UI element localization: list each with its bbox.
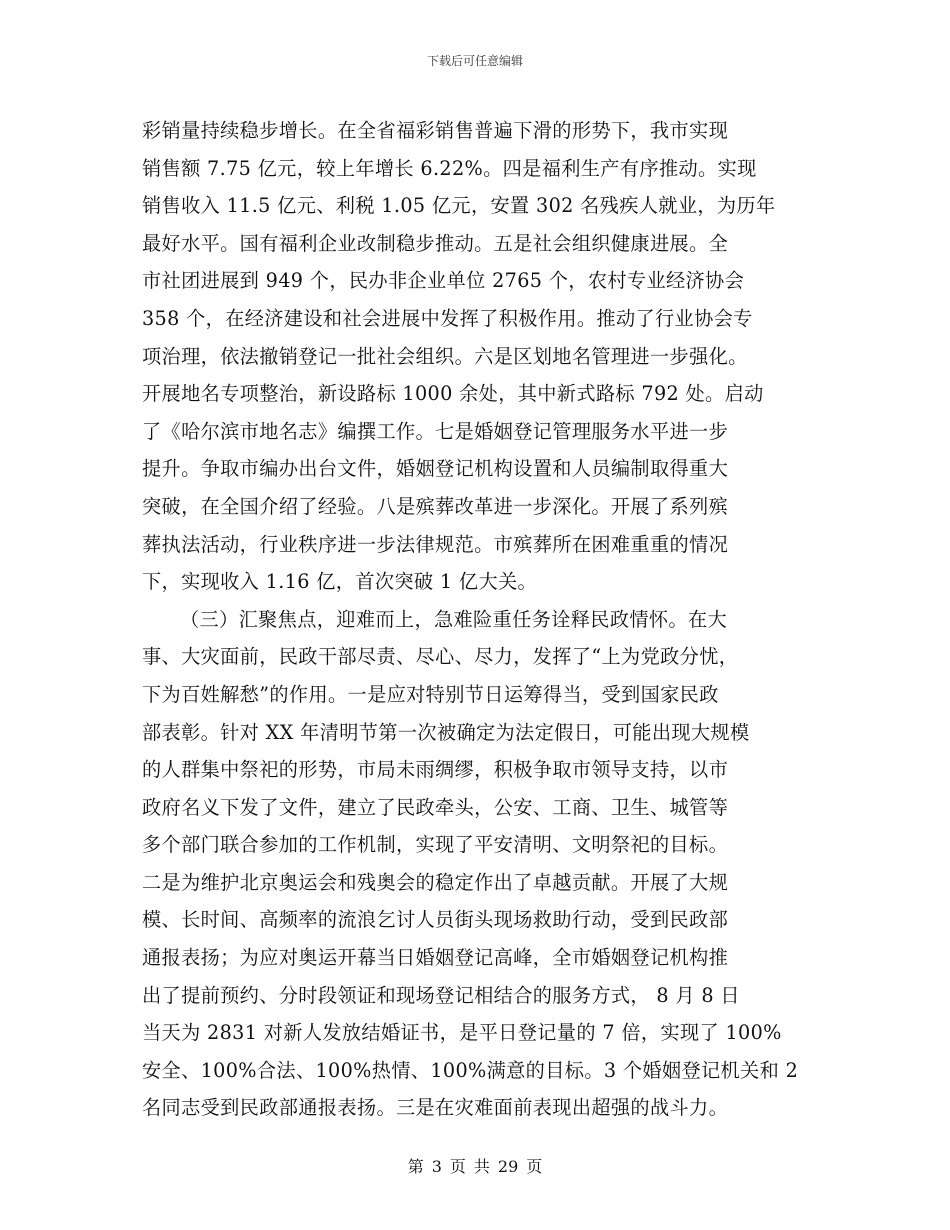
text-line: 模、长时间、高频率的流浪乞讨人员街头现场救助行动，受到民政部 [142,908,729,932]
body-text [142,112,814,1127]
text-line: 政府名义下发了文件，建立了民政牵头，公安、工商、卫生、城管等 [142,795,729,819]
text-line: 的人群集中祭祀的形势，市局未雨绸缪，积极争取市领导支持，以市 [142,758,729,782]
text-line: 358 个，在经济建设和社会进展中发挥了积极作用。推动了行业协会专 [142,306,753,330]
text-line: 二是为维护北京奥运会和残奥会的稳定作出了卓越贡献。开展了大规 [142,870,729,894]
text-line: 销售额 7.75 亿元，较上年增长 6.22%。四是福利生产有序推动。实现 [142,156,757,180]
text-line: 通报表扬；为应对奥运开幕当日婚姻登记高峰，全市婚姻登记机构推 [142,946,729,970]
text-line: 部表彰。针对 XX 年清明节第一次被确定为法定假日，可能出现大规模 [142,720,750,744]
text-line: 项治理，依法撤销登记一批社会组织。六是区划地名管理进一步强化。 [142,344,748,368]
text-line: 下，实现收入 1.16 亿，首次突破 1 亿大关。 [142,570,538,594]
page-footer [0,1154,950,1177]
text-line: 出了提前预约、分时段领证和现场登记相结合的服务方式， 8 月 8 日 [142,983,740,1007]
text-line: 市社团进展到 949 个，民办非企业单位 2765 个，农村专业经济协会 [142,269,745,293]
text-line: 彩销量持续稳步增长。在全省福彩销售普遍下滑的形势下，我市实现 [142,119,729,142]
text-line: 开展地名专项整治，新设路标 1000 余处，其中新式路标 792 处。启动 [142,382,764,406]
text-line: 最好水平。国有福利企业改制稳步推动。五是社会组织健康进展。全 [142,231,729,255]
text-line: 安全、100%合法、100%热情、100%满意的目标。3 个婚姻登记机关和 2 [142,1058,799,1082]
text-line: 名同志受到民政部通报表扬。三是在灾难面前表现出超强的战斗力。 [142,1096,729,1120]
text-line: 下为百姓解愁”的作用。一是应对特别节日运筹得当，受到国家民政 [142,682,719,706]
page-number: 3 [431,1157,442,1176]
text-line: 多个部门联合参加的工作机制，实现了平安清明、文明祭祀的目标。 [142,833,729,857]
text-line: 提升。争取市编办出台文件，婚姻登记机构设置和人员编制取得重大 [142,457,729,481]
text-line: 销售收入 11.5 亿元、利税 1.05 亿元，安置 302 名残疾人就业，为历年 [142,194,776,218]
page-label-prefix: 第 [407,1157,424,1176]
text-line: 当天为 2831 对新人发放结婚证书，是平日登记量的 7 倍，实现了 100% [142,1021,782,1045]
page-label-total-prefix: 共 [473,1157,490,1176]
page-header: 下载后可任意编辑 [426,54,523,68]
paragraph-start-line: （三）汇聚焦点，迎难而上，急难险重任务诠释民政情怀。在大 [180,607,728,631]
page-label-suffix: 页 [526,1157,543,1176]
text-line: 突破，在全国介绍了经验。八是殡葬改革进一步深化。开展了系列殡 [142,494,729,518]
text-line: 事、大灾面前，民政干部尽责、尽心、尽力，发挥了“上为党政分忧， [142,645,739,669]
page-label-mid: 页 [449,1157,466,1176]
text-line: 葬执法活动，行业秩序进一步法律规范。市殡葬所在困难重重的情况 [142,532,729,556]
text-line: 了《哈尔滨市地名志》编撰工作。七是婚姻登记管理服务水平进一步 [142,419,729,443]
total-pages: 29 [497,1157,519,1176]
